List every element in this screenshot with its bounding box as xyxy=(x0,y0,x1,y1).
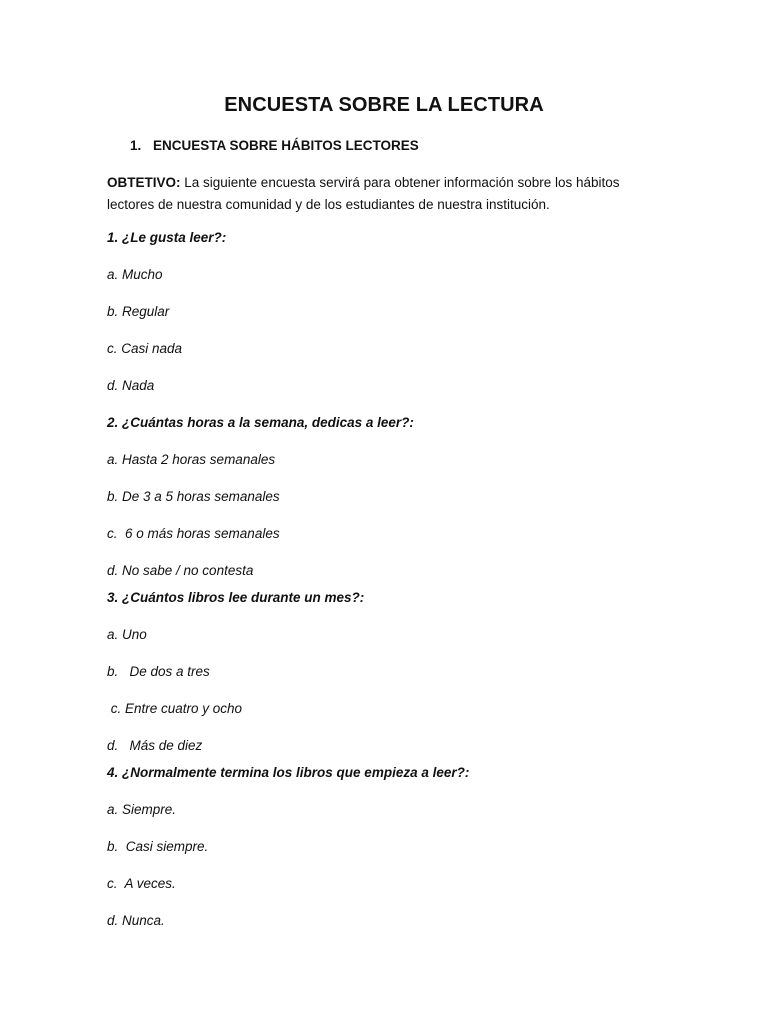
question-2-option-a: a. Hasta 2 horas semanales xyxy=(107,452,276,467)
question-3-option-b: b. De dos a tres xyxy=(107,664,210,679)
question-1: 1. ¿Le gusta leer?: xyxy=(107,230,227,245)
objective-paragraph xyxy=(107,172,667,216)
question-1-option-a: a. Mucho xyxy=(107,267,163,282)
section-number: 1. xyxy=(130,138,142,153)
question-4: 4. ¿Normalmente termina los libros que empieza a leer?: xyxy=(107,765,470,780)
question-3-option-a: a. Uno xyxy=(107,627,147,642)
question-2-option-b: b. De 3 a 5 horas semanales xyxy=(107,489,280,504)
objective-label: OBTETIVO: xyxy=(107,175,181,190)
section-label: ENCUESTA SOBRE HÁBITOS LECTORES xyxy=(153,138,419,153)
question-3: 3. ¿Cuántos libros lee durante un mes?: xyxy=(107,590,365,605)
section-heading xyxy=(130,138,419,153)
question-1-option-c: c. Casi nada xyxy=(107,341,183,356)
question-4-option-d: d. Nunca. xyxy=(107,913,165,928)
question-1-option-b: b. Regular xyxy=(107,304,170,319)
question-2-option-d: d. No sabe / no contesta xyxy=(107,563,254,578)
document-title: ENCUESTA SOBRE LA LECTURA xyxy=(224,94,544,116)
question-2-option-c: c. 6 o más horas semanales xyxy=(107,526,280,541)
question-1-option-d: d. Nada xyxy=(107,378,155,393)
question-3-option-c: c. Entre cuatro y ocho xyxy=(107,701,243,716)
question-4-option-c: c. A veces. xyxy=(107,876,176,891)
objective-text: La siguiente encuesta servirá para obtener información sobre los hábitos lectores de nuestra comunidad y de los estudiantes de nuestra institución. xyxy=(107,175,620,212)
question-4-option-b: b. Casi siempre. xyxy=(107,839,209,854)
question-2: 2. ¿Cuántas horas a la semana, dedicas a leer?: xyxy=(107,415,414,430)
question-4-option-a: a. Siempre. xyxy=(107,802,177,817)
question-3-option-d: d. Más de diez xyxy=(107,738,203,753)
